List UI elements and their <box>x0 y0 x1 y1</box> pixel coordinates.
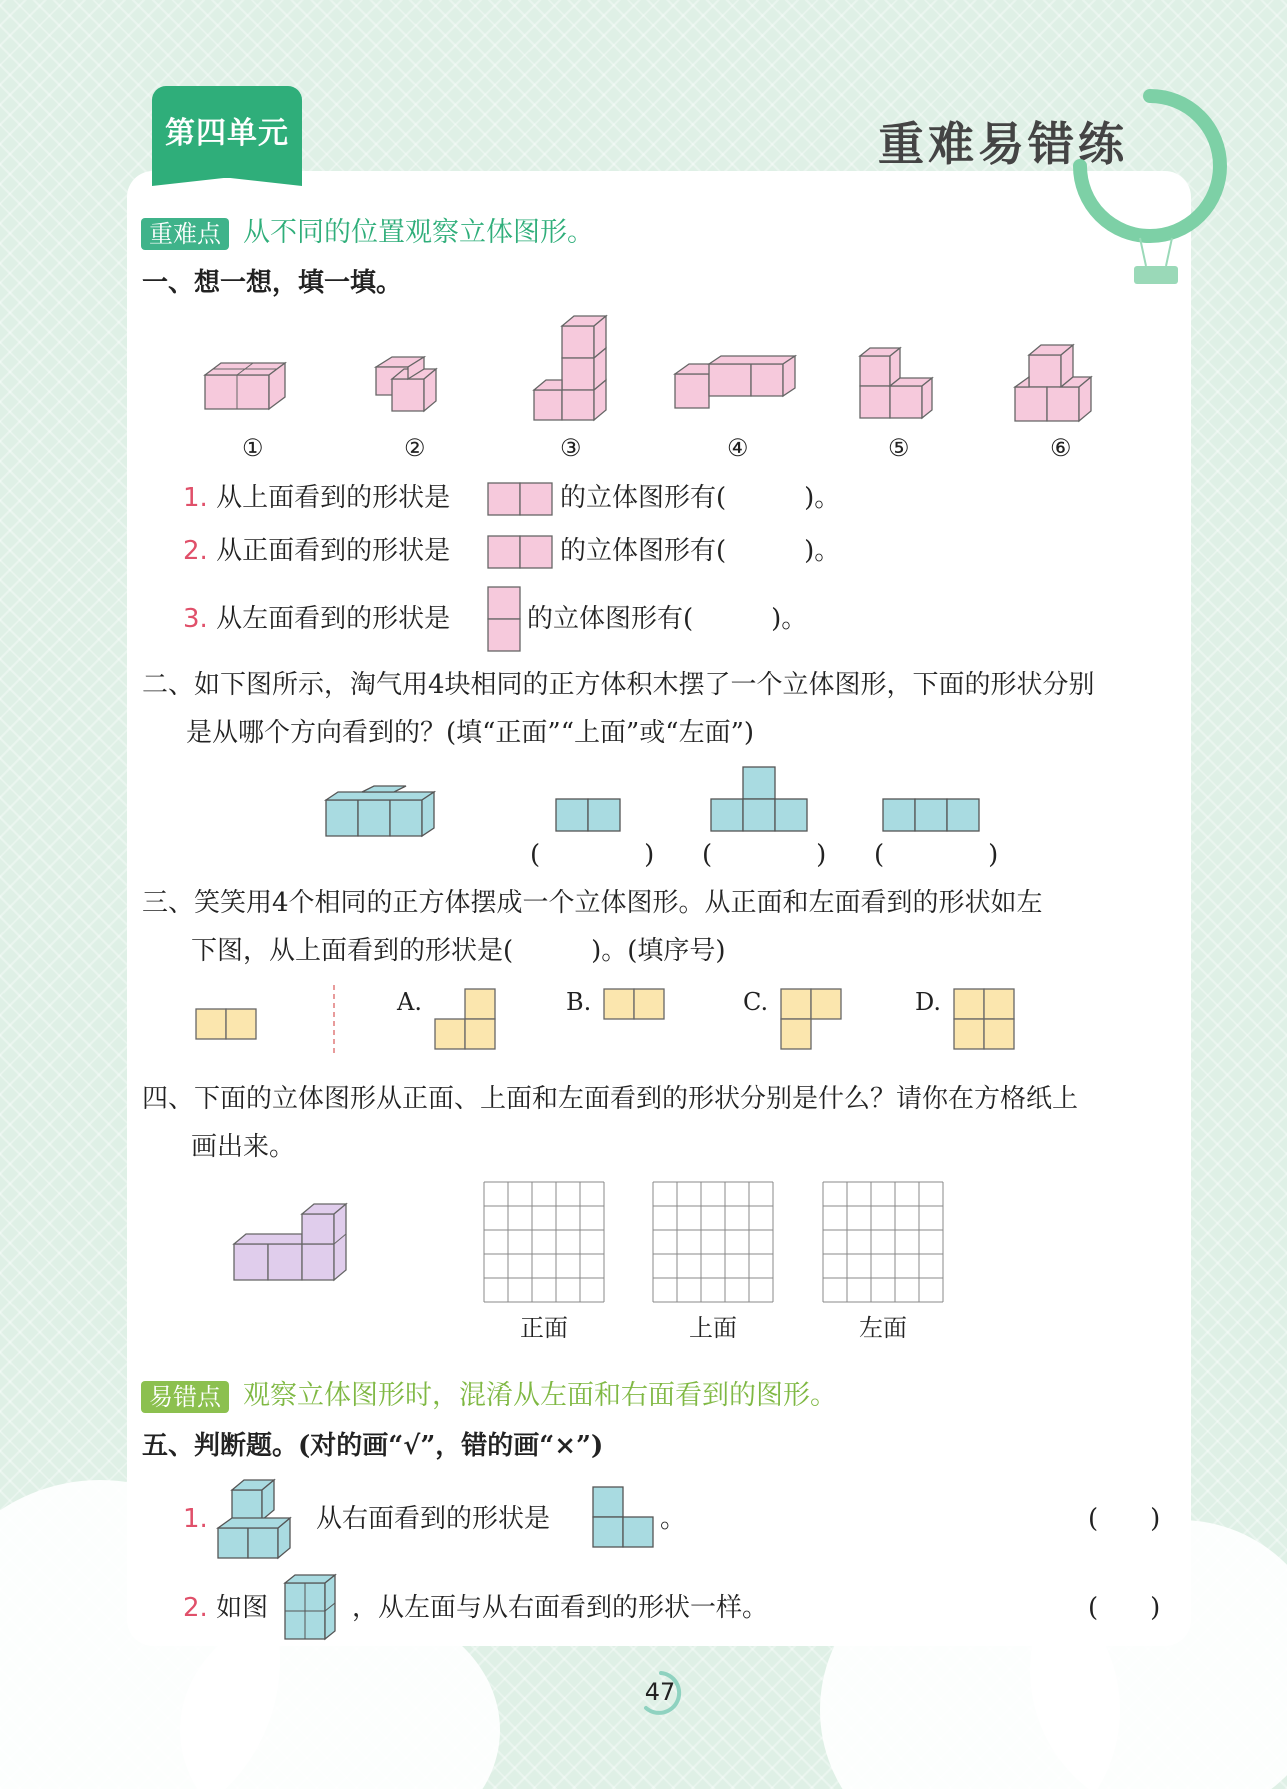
q3-option-d-label: D. <box>915 988 942 1016</box>
q1-label-3: ③ <box>560 434 582 462</box>
q4-grid-label-front: 正面 <box>520 1314 568 1342</box>
q1-item-1-shape <box>487 482 553 516</box>
key-point-text: 从不同的位置观察立体图形。 <box>243 217 594 248</box>
q3-option-b[interactable] <box>603 988 665 1020</box>
q1-item-3-answer[interactable]: 的立体图形有( )。 <box>527 604 808 634</box>
q5-item-1-end: 。 <box>660 1504 687 1534</box>
q2-view-c <box>882 798 980 832</box>
q1-label-2: ② <box>404 434 426 462</box>
balloon-ring-icon <box>1060 86 1240 306</box>
q2-view-a <box>555 798 621 832</box>
q1-item-3-shape <box>487 586 521 652</box>
q1-title: 一、想一想，填一填。 <box>142 268 403 298</box>
q5-item-2-text: ，从左面与从右面看到的形状一样。 <box>352 1593 769 1623</box>
q4-grid-front[interactable] <box>483 1181 605 1303</box>
q5-item-2: 2. 如图 <box>183 1593 269 1623</box>
q1-label-5: ⑤ <box>888 434 910 462</box>
q4-line-2: 画出来。 <box>191 1132 296 1162</box>
q2-answer-3[interactable]: ( ) <box>874 840 999 870</box>
q5-item-1-paren[interactable]: ( ) <box>1088 1504 1161 1534</box>
q3-given-view <box>195 1008 257 1040</box>
q3-divider <box>332 985 336 1055</box>
q1-shape-3 <box>534 314 614 424</box>
q5-item-1-num: 1. <box>183 1504 208 1534</box>
q3-option-d[interactable] <box>953 988 1015 1050</box>
q4-grid-label-top: 上面 <box>689 1314 737 1342</box>
q2-line-1: 二、如下图所示，淘气用4块相同的正方体积木摆了一个立体图形，下面的形状分别 <box>142 670 1095 700</box>
q1-item-1-answer[interactable]: 的立体图形有( )。 <box>560 483 841 513</box>
q1-label-1: ① <box>242 434 264 462</box>
q3-option-c[interactable] <box>780 988 842 1050</box>
error-point-badge: 易错点 <box>141 1381 229 1413</box>
q3-option-a-label: A. <box>397 988 422 1016</box>
q1-label-6: ⑥ <box>1050 434 1072 462</box>
q1-shape-6 <box>1015 343 1111 425</box>
q2-line-2: 是从哪个方向看到的？(填“正面”“上面”或“左面”) <box>186 718 755 748</box>
q4-solid-shape <box>234 1204 354 1284</box>
error-point-text: 观察立体图形时，混淆从左面和右面看到的图形。 <box>243 1380 837 1411</box>
q5-item-1-solid <box>218 1478 308 1562</box>
q4-grid-label-left: 左面 <box>859 1314 907 1342</box>
q5-item-2-solid <box>285 1573 345 1643</box>
q5-item-1-view <box>592 1486 654 1548</box>
q1-shape-2 <box>376 355 476 415</box>
q1-item-2: 2. 从正面看到的形状是 <box>183 536 451 566</box>
q1-item-1: 1. 从上面看到的形状是 <box>183 483 451 513</box>
unit-tab: 第四单元 <box>152 86 302 178</box>
page-title: 重难易错练 <box>878 117 1128 171</box>
q1-shape-5 <box>860 346 940 422</box>
q1-item-2-answer[interactable]: 的立体图形有( )。 <box>560 536 841 566</box>
q4-line-1: 四、下面的立体图形从正面、上面和左面看到的形状分别是什么？请你在方格纸上 <box>142 1084 1079 1114</box>
q1-item-3: 3. 从左面看到的形状是 <box>183 604 451 634</box>
q2-answer-2[interactable]: ( ) <box>702 840 827 870</box>
key-point-badge: 重难点 <box>141 218 229 250</box>
q3-line-2: 下图，从上面看到的形状是( )。(填序号) <box>191 936 726 966</box>
q1-label-4: ④ <box>727 434 749 462</box>
q3-option-c-label: C. <box>743 988 769 1016</box>
q5-title: 五、判断题。(对的画“√”，错的画“×”) <box>142 1431 604 1461</box>
q3-option-a[interactable] <box>434 988 496 1050</box>
error-point-heading <box>141 1379 837 1413</box>
q4-grid-top[interactable] <box>652 1181 774 1303</box>
key-point-heading <box>141 216 594 250</box>
q2-view-b <box>710 766 808 832</box>
q4-grid-left[interactable] <box>822 1181 944 1303</box>
page-number: 47 <box>644 1678 676 1706</box>
q1-shape-1 <box>205 355 305 415</box>
q5-item-1-text: 从右面看到的形状是 <box>316 1504 551 1534</box>
q3-option-b-label: B. <box>566 988 592 1016</box>
q1-shape-4 <box>675 356 805 412</box>
q3-line-1: 三、笑笑用4个相同的正方体摆成一个立体图形。从正面和左面看到的形状如左 <box>142 888 1043 918</box>
q2-answer-1[interactable]: ( ) <box>530 840 655 870</box>
q2-solid-shape <box>326 788 444 840</box>
q5-item-2-paren[interactable]: ( ) <box>1088 1593 1161 1623</box>
q1-item-2-shape <box>487 535 553 569</box>
